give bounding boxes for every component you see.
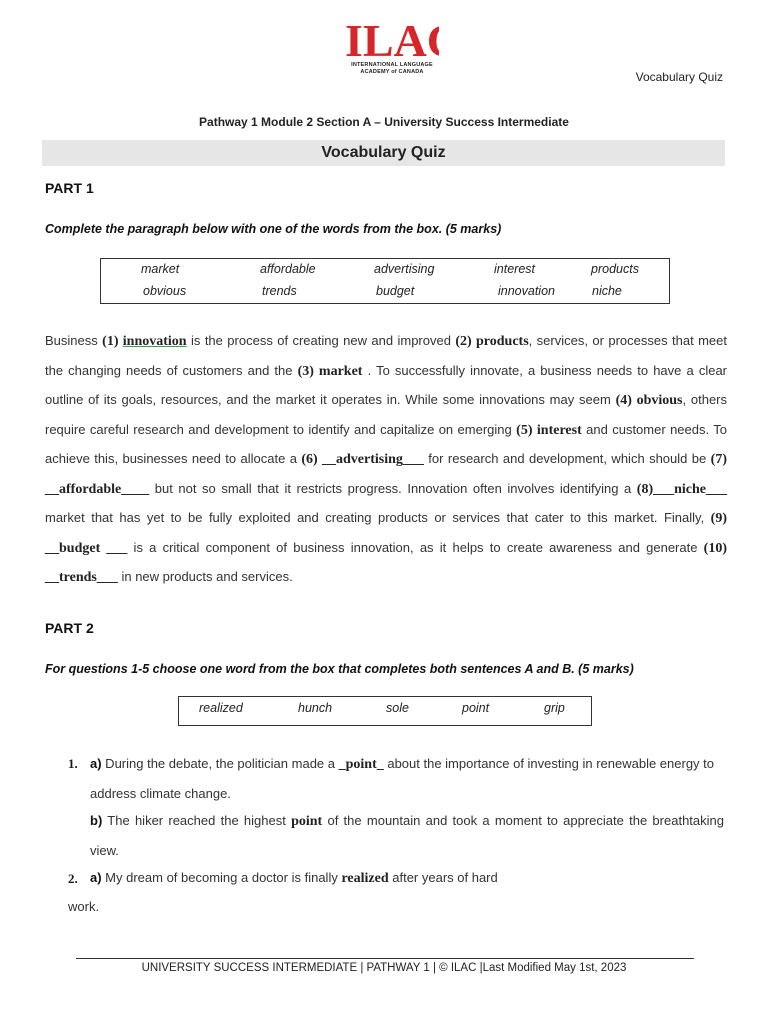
word-box-item: point: [462, 701, 490, 715]
part1-word-box: [100, 258, 670, 304]
word-box-item: grip: [544, 701, 565, 715]
word-box-item: market: [141, 262, 180, 276]
word-box-item: sole: [386, 701, 409, 715]
word-box-item: innovation: [498, 284, 555, 298]
question-1a: a) During the debate, the politician made a _point_ about the importance of investing in renewable energy to address climate change.: [90, 756, 714, 801]
word-box-item: budget: [376, 284, 415, 298]
question-2a-continued: work.: [68, 899, 100, 914]
question-2-number: 2.: [68, 871, 78, 886]
course-line: Pathway 1 Module 2 Section A – University Success Intermediate: [199, 115, 569, 129]
header-doc-label: Vocabulary Quiz: [635, 70, 723, 84]
part1-paragraph: Business (1) innovation is the process of creating new and improved (2) products, services, or processes that meet the changing needs of customers and the (3) market . To successfully innovate, a business needs to have a clear outline of its goals, resources, and the market it operates in. While some innovations may seem (4) obvious, others require careful research and development to identify and capitalize on emerging (5) interest and customer needs. To achieve this, businesses need to allocate a (6) __advertising___ for research and development, which should be (7) __affordable____ but not so small that it restricts progress. Innovation often involves identifying a (8)___niche___ market that has yet to be fully exploited and creating products or services that cater to this market. Finally, (9) __budget ___ is a critical component of business innovation, as it helps to create awareness and generate (10) __trends___ in new products and services.: [45, 333, 728, 585]
footer-divider: [76, 958, 694, 959]
word-box-item: realized: [199, 701, 243, 715]
answer-6: __advertising___: [322, 452, 424, 467]
ilac-logo: [345, 16, 439, 78]
svg-text:ILAC: ILA: [345, 16, 427, 62]
word-box-item: trends: [262, 284, 297, 298]
answer-q2a: realized: [341, 871, 389, 886]
ilac-logo-mark: [345, 16, 439, 62]
word-box-item: hunch: [298, 701, 333, 715]
answer-9: __budget ___: [45, 540, 128, 556]
answer-8: ___niche___: [653, 481, 727, 497]
word-box-item: interest: [494, 262, 535, 276]
answer-q1b: point: [291, 814, 323, 829]
question-1-number: 1.: [68, 756, 78, 771]
logo-subtitle-line1: INTERNATIONAL LANGUAGE: [351, 62, 433, 68]
word-box-item: products: [591, 262, 639, 276]
word-box-item: affordable: [260, 262, 316, 276]
answer-5: interest: [536, 422, 582, 438]
word-box-item: niche: [592, 284, 622, 298]
word-box-item: obvious: [143, 284, 187, 298]
part2-word-box: [178, 696, 592, 726]
part1-heading: PART 1: [45, 180, 94, 196]
question-2a: a) My dream of becoming a doctor is finally realized after years of hard: [90, 870, 498, 886]
part1-instruction: Complete the paragraph below with one of the words from the box. (5 marks): [45, 222, 502, 236]
part2-instruction: For questions 1-5 choose one word from the box that completes both sentences A and B. (5 marks): [45, 662, 634, 676]
answer-3: market: [318, 363, 363, 379]
page-title: Vocabulary Quiz: [321, 144, 446, 161]
answer-10: __trends___: [45, 570, 118, 585]
answer-2: products: [476, 334, 529, 349]
part2-heading: PART 2: [45, 620, 94, 636]
answer-q1a: _point_: [338, 757, 384, 772]
question-1b: b) The hiker reached the highest point of the mountain and took a moment to appreciate the breathtaking view.: [90, 813, 724, 858]
logo-subtitle-line2: ACADEMY of CANADA: [360, 69, 424, 75]
title-bar: [42, 140, 725, 166]
answer-7: __affordable____: [45, 481, 150, 497]
footer: UNIVERSITY SUCCESS INTERMEDIATE | PATHWAY 1 | © ILAC |Last Modified May 1st, 2023: [141, 962, 627, 974]
word-box-item: advertising: [374, 262, 435, 276]
answer-1: innovation: [122, 334, 187, 349]
answer-4: obvious: [636, 393, 683, 408]
